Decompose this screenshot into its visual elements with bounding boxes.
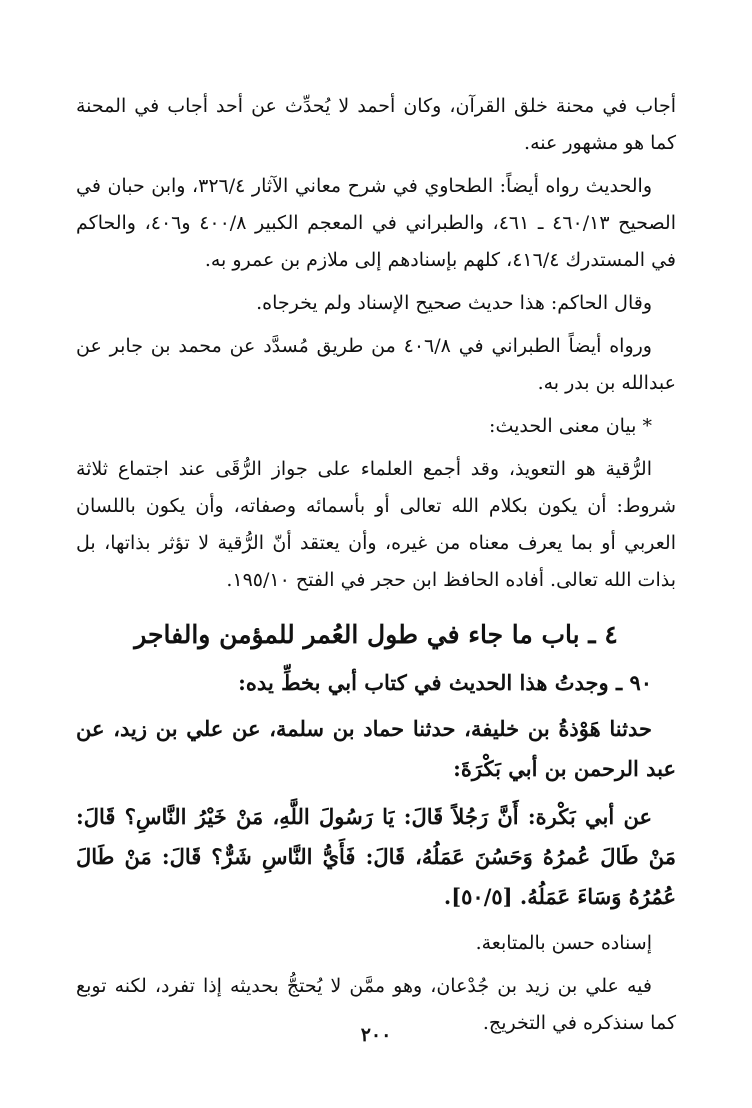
paragraph-takhrij: والحديث رواه أيضاً: الطحاوي في شرح معاني الآثار ٣٢٦/٤، وابن حبان في الصحيح ٤٦٠/١٣ ـ ٤٦١، والطبراني في المعجم الكبير ٤٠٠/٨ و٤٠٦، والحاكم في المستدرك ٤١٦/٤، كلهم بإسنادهم إلى ملازم بن عمرو به. <box>76 175 676 271</box>
paragraph-explanation: الرُّقية هو التعويذ، وقد أجمع العلماء على جواز الرُّقَى عند اجتماع ثلاثة شروط: أن يكون بكلام الله تعالى أو بأسمائه وصفاته، وأن يكون باللسان العربي أو بما يعرف معناه من غيره، وأن يعتقد أنّ الرُّقية لا تؤثر بذاتها، بل بذات الله تعالى. أفاده الحافظ ابن حجر في الفتح ١٩٥/١٠. <box>76 458 676 591</box>
section-title: ٤ ـ باب ما جاء في طول العُمر للمؤمن والفاجر <box>134 620 618 649</box>
hadith-intro: ٩٠ ـ وجدتُ هذا الحديث في كتاب أبي بخطِّ يده: <box>238 670 652 695</box>
page-number: ٢٠٠ <box>360 1024 392 1046</box>
paragraph-hakim: وقال الحاكم: هذا حديث صحيح الإسناد ولم يخرجاه. <box>256 292 652 314</box>
hadith-isnad: حدثنا هَوْذةُ بن خليفة، حدثنا حماد بن سلمة، عن علي بن زيد، عن عبد الرحمن بن أبي بَكْرَةَ: <box>76 716 676 781</box>
paragraph-tabarani: ورواه أيضاً الطبراني في ٤٠٦/٨ من طريق مُسدَّد عن محمد بن جابر عن عبدالله بن بدر به. <box>76 335 676 394</box>
bullet-heading-meaning: * بيان معنى الحديث: <box>489 415 652 437</box>
hadith-grading: إسناده حسن بالمتابعة. <box>475 932 652 954</box>
paragraph-commentary: فيه علي بن زيد بن جُدْعان، وهو ممَّن لا يُحتجُّ بحديثه إذا تفرد، لكنه توبع كما سنذكره في التخريج. <box>76 975 676 1034</box>
paragraph-mihna: أجاب في محنة خلق القرآن، وكان أحمد لا يُحدِّث عن أحد أجاب في المحنة كما هو مشهور عنه. <box>76 95 676 154</box>
hadith-matn: عن أبي بَكْرة: أَنَّ رَجُلاً قَالَ: يَا رَسُولَ اللَّهِ، مَنْ خَيْرُ النَّاسِ؟ قَالَ: مَنْ طَالَ عُمرُهُ وَحَسُنَ عَمَلُهُ، قَالَ: فَأَيُّ النَّاسِ شَرٌّ؟ قَالَ: مَنْ طَالَ عُمُرُهُ وَسَاءَ عَمَلُهُ. [٥٠/٥]. <box>76 804 676 909</box>
